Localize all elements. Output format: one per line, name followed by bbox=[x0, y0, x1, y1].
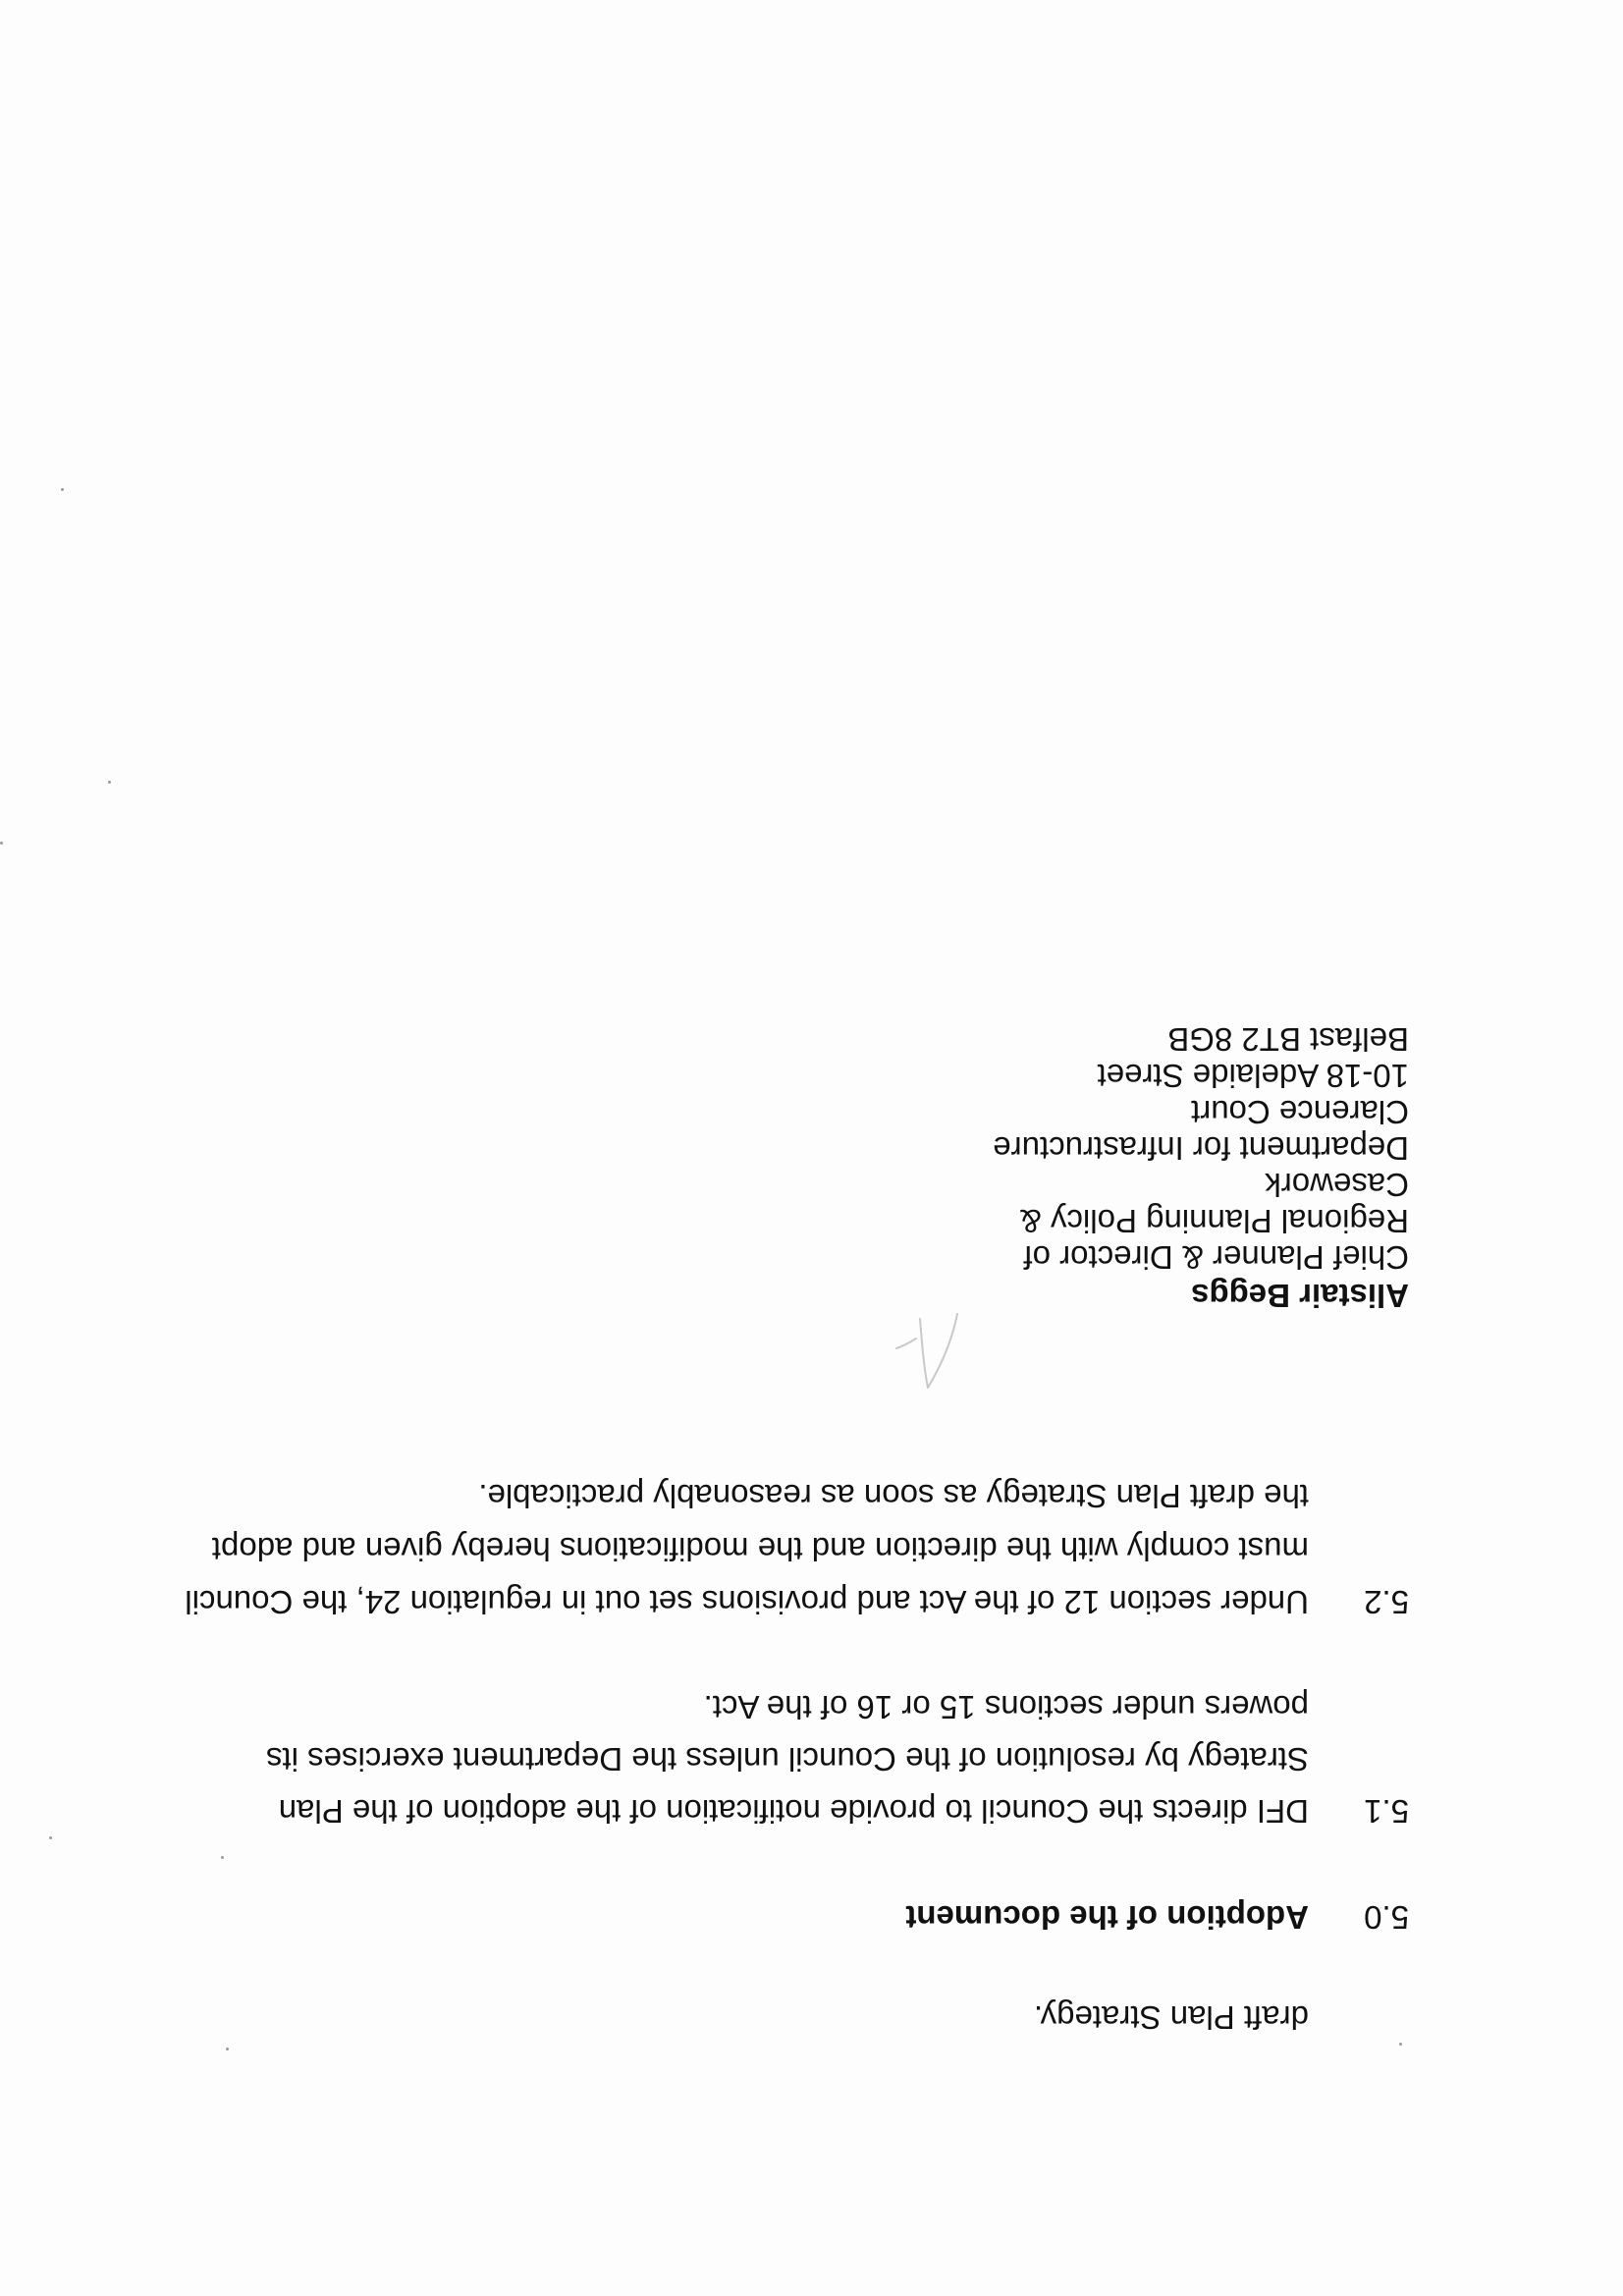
scan-speck bbox=[0, 842, 3, 845]
scan-speck bbox=[49, 1836, 52, 1839]
paragraph-line: DFI directs the Council to provide notification of the adoption of the Plan bbox=[278, 1793, 1309, 1830]
paragraph-line: Strategy by resolution of the Council unless the Department exercises its bbox=[265, 1741, 1309, 1777]
signatory-address-line: Department for Infrastructure bbox=[993, 1130, 1409, 1167]
signatory-address-line: Belfast BT2 8GB bbox=[1167, 1021, 1409, 1058]
signatory-address-line: Regional Planning Policy & bbox=[1019, 1203, 1409, 1239]
paragraph-number: 5.2 bbox=[1364, 1584, 1409, 1620]
signatory-address-line: Casework bbox=[1265, 1167, 1409, 1203]
paragraph-line: powers under sections 15 or 16 of the Act. bbox=[703, 1689, 1309, 1725]
paragraph-line: must comply with the direction and the modifications hereby given and adopt bbox=[211, 1531, 1309, 1567]
scan-speck bbox=[1399, 2043, 1402, 2046]
signatory-name: Alistair Beggs bbox=[1191, 1278, 1409, 1314]
signatory-address-line: 10-18 Adelaide Street bbox=[1097, 1058, 1409, 1094]
signature-mark bbox=[889, 1309, 967, 1397]
scan-speck bbox=[108, 781, 111, 784]
section-heading: Adoption of the document bbox=[905, 1899, 1309, 1936]
scan-speck bbox=[226, 2048, 229, 2050]
scan-speck bbox=[221, 1856, 224, 1859]
paragraph-number: 5.1 bbox=[1364, 1793, 1409, 1830]
signatory-address-line: Clarence Court bbox=[1191, 1094, 1409, 1130]
paragraph-line: the draft Plan Strategy as soon as reasonably practicable. bbox=[478, 1478, 1309, 1514]
section-number: 5.0 bbox=[1364, 1899, 1409, 1936]
scan-speck bbox=[61, 488, 64, 491]
signatory-address-line: Chief Planner & Director of bbox=[1023, 1239, 1409, 1276]
paragraph-line: Under section 12 of the Act and provisions set out in regulation 24, the Council bbox=[185, 1584, 1309, 1620]
continuation-line: draft Plan Strategy. bbox=[1033, 1999, 1309, 2036]
